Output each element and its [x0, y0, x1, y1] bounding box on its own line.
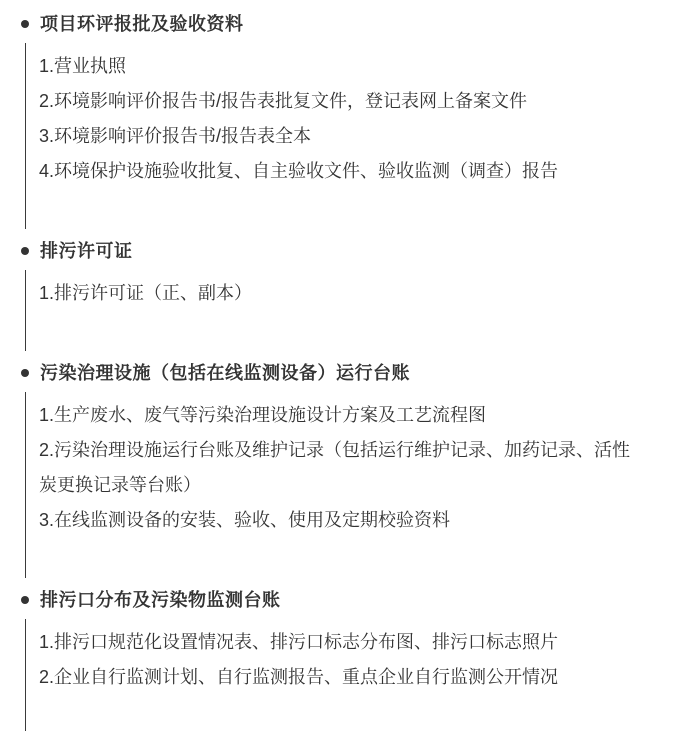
- list-item: 1.生产废水、废气等污染治理设施设计方案及工艺流程图: [39, 405, 487, 425]
- list-item: 2.环境影响评价报告书/报告表批复文件，登记表网上备案文件: [39, 91, 528, 111]
- bullet-icon: [21, 369, 29, 377]
- list-item: 3.在线监测设备的安装、验收、使用及定期校验资料: [39, 510, 451, 530]
- checklist-section: [0, 241, 684, 351]
- list-item: 1.排污许可证（正、副本）: [39, 283, 253, 303]
- list-item: 1.营业执照: [39, 56, 127, 76]
- checklist-section: [0, 590, 684, 731]
- section-header: [0, 363, 684, 383]
- section-title: 排污口分布及污染物监测台账: [40, 590, 281, 610]
- checklist-section: [0, 14, 684, 229]
- section-header: [0, 14, 684, 34]
- bullet-icon: [21, 247, 29, 255]
- section-items: [25, 270, 645, 351]
- list-item: 3.环境影响评价报告书/报告表全本: [39, 126, 312, 146]
- section-items: [25, 43, 645, 229]
- bullet-icon: [21, 20, 29, 28]
- section-items: [25, 619, 645, 731]
- section-title: 污染治理设施（包括在线监测设备）运行台账: [40, 363, 410, 383]
- section-items: [25, 392, 645, 578]
- section-header: [0, 590, 684, 610]
- list-item: 1.排污口规范化设置情况表、排污口标志分布图、排污口标志照片: [39, 632, 559, 652]
- list-item: 2.污染治理设施运行台账及维护记录（包括运行维护记录、加药记录、活性炭更换记录等台账）: [39, 440, 631, 495]
- section-title: 排污许可证: [40, 241, 133, 261]
- section-header: [0, 241, 684, 261]
- section-title: 项目环评报批及验收资料: [40, 14, 244, 34]
- checklist: [0, 14, 684, 731]
- list-item: 4.环境保护设施验收批复、自主验收文件、验收监测（调查）报告: [39, 161, 559, 181]
- list-item: 2.企业自行监测计划、自行监测报告、重点企业自行监测公开情况: [39, 667, 559, 687]
- bullet-icon: [21, 596, 29, 604]
- checklist-section: [0, 363, 684, 578]
